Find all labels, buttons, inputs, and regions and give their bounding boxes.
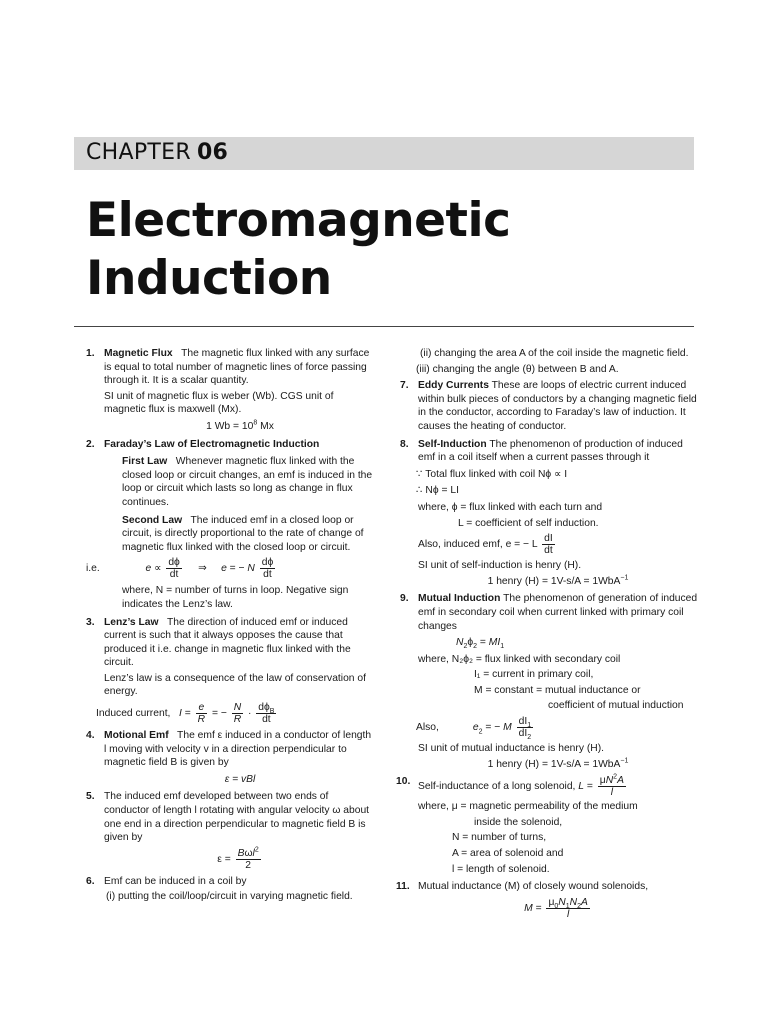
mutual-flux-equation: $N_2\phi_2 = MI_1$	[456, 637, 505, 651]
left-column	[86, 347, 376, 908]
chapter-banner	[74, 137, 694, 170]
induced-current-equation: Induced current, I = $\frac{e}{R}$ = − $\frac{N}{R}$ · $\frac{d\phi_B}{dt}$	[96, 702, 275, 726]
flux-line: ∵ Total flux linked with coil Nϕ ∝ I	[416, 468, 568, 480]
mutual-inductance-text: M = constant = mutual inductance or	[474, 684, 641, 696]
section-magnetic-flux	[86, 347, 376, 434]
primary-current-text: I₁ = current in primary coil,	[474, 669, 594, 681]
weber-equation: 1 $Wb = 10^8$ Mx	[206, 419, 274, 432]
henry-equation: 1 henry (H) = 1V-s/A = 1WbA$^{-1}$	[487, 574, 629, 587]
section-text: The magnetic flux linked with any surface is equal to total number of magnetic lines of force passing through it. It is a scalar quantity.	[104, 348, 370, 387]
second-law: Second Law The induced emf in a closed loop or circuit, is directly proportional to the rate of change of magnetic flux linked with the closed loop or circuit.	[122, 514, 364, 553]
si-unit-text: SI unit of self-induction is henry (H).	[418, 560, 582, 572]
faraday-equation: i.e. e ∝ $\frac{d\phi}{dt}$ ⇒ e = − N $\frac{d\phi}{dt}$	[86, 557, 274, 581]
section-number: 2.	[86, 438, 95, 450]
where-text: where, N₂ϕ₂ = flux linked with secondary coil	[418, 653, 621, 665]
coefficient-text: L = coefficient of self induction.	[458, 517, 599, 529]
section-number: 10.	[396, 776, 411, 788]
turns-text: N = number of turns,	[452, 832, 547, 844]
chapter-word: CHAPTER	[86, 140, 191, 165]
title-line-2: Induction	[86, 251, 332, 306]
section-number: 11.	[396, 881, 410, 893]
section-mutual-induction: 9. Mutual Induction The phenomenon of generation of induced emf in secondary coil when current linked with primary coil changes $N_2\phi_2 = MI_1$ where, N₂ϕ₂ = flux linked with secondary coil I₁ = current in primary coil, M = constant = mutual inductance or coefficient of mutual induction Also, $e_2$ = − M $\frac{dI_1}{dI_2}$ SI unit of mutual inductance is henry (H). 1 henry (H) = 1V-s/A = 1WbA$^{-1}$	[400, 593, 698, 770]
section-number: 6.	[86, 875, 95, 887]
section-text: The induced emf developed between two ends of conductor of length l rotating with angular velocity ω about one end in a direction perpendicular to magnetic field B is given by	[104, 791, 370, 844]
section-number: 9.	[400, 593, 409, 605]
si-unit-text: SI unit of magnetic flux is weber (Wb). CGS unit of magnetic flux is maxwell (Mx).	[104, 390, 334, 416]
henry-equation: 1 henry (H) = 1V-s/A = 1WbA$^{-1}$	[487, 757, 629, 770]
divider	[74, 326, 694, 327]
section-rotating-conductor	[86, 790, 376, 870]
emf-method-1: (i) putting the coil/loop/circuit in varying magnetic field.	[106, 891, 353, 903]
section-number: 8.	[400, 438, 409, 450]
mutual-coefficient-text: coefficient of mutual induction	[548, 700, 684, 712]
right-column	[396, 347, 698, 924]
section-number: 7.	[400, 380, 409, 392]
flux-equation: ∴ Nϕ = LI	[416, 485, 459, 497]
rotating-emf-equation: ε = $\frac{B\omega l^2}{2}$	[217, 846, 259, 871]
self-induced-emf-equation: Also, induced emf, e = − L $\frac{dI}{dt}$	[418, 533, 553, 557]
section-self-induction: 8. Self-Induction The phenomenon of production of induced emf in a coil itself when a current passes through it ∵ Total flux linked with coil Nϕ ∝ I ∴ Nϕ = LI where, ϕ = flux linked with each turn and L = coefficient of self induction. Also, induced emf, e = − L $\frac{dI}{dt}$ SI unit of self-induction is henry (H). 1 henry (H) = 1V-s/A = 1WbA$^{-1}$	[400, 438, 698, 589]
section-emf-methods	[86, 875, 376, 904]
where-text: where, ϕ = flux linked with each turn and	[418, 501, 603, 513]
where-text: where, μ = magnetic permeability of the medium	[418, 801, 638, 813]
section-lenz-law: 3. Lenz’s Law The direction of induced emf or induced current is such that it always opposes the cause that produced it i.e. change in magnetic flux linked with the circuit. Lenz’s law is a consequence of the law of conservation of energy. Induced current, I = $\frac{e}{R}$ = − $\frac{N}{R}$ · $\frac{d\phi_B}{dt}$	[86, 616, 376, 726]
section-text: Lenz’s law is a consequence of the law of conservation of energy.	[104, 672, 366, 698]
emf-method-2: (ii) changing the area A of the coil inside the magnetic field.	[420, 348, 689, 359]
where-text: where, N = number of turns in loop. Negative sign indicates the Lenz’s law.	[122, 585, 349, 610]
chapter-number: 06	[196, 140, 229, 165]
section-mutual-solenoids	[396, 880, 698, 920]
section-heading: Magnetic Flux	[104, 348, 173, 359]
si-unit-text: SI unit of mutual inductance is henry (H).	[418, 743, 605, 755]
section-number: 5.	[86, 791, 95, 803]
section-faraday-law	[86, 438, 376, 612]
section-number: 4.	[86, 730, 95, 742]
page-title	[86, 192, 686, 308]
mutual-emf-equation: Also, $e_2$ = − M $\frac{dI_1}{dI_2}$	[416, 716, 532, 742]
motional-emf-equation: ε = vBl	[224, 773, 256, 785]
mutual-solenoid-equation: M = $\frac{\mu_0N_1N_2A}{l}$	[524, 896, 588, 920]
length-text: l = length of solenoid.	[452, 863, 550, 875]
section-solenoid-inductance: 10. Self-inductance of a long solenoid, L = $\frac{\mu N^2A}{l}$ where, μ = magnetic permeability of the medium inside the solenoid, N = number of turns, A = area of solenoid and l = length of solenoid.	[396, 775, 698, 876]
first-law: First Law Whenever magnetic flux linked with the closed loop or circuit changes, an emf is induced in the loop or circuit which lasts so long as change in flux continues.	[122, 456, 373, 508]
area-text: A = area of solenoid and	[452, 848, 564, 860]
section-text: Mutual inductance (M) of closely wound solenoids,	[418, 881, 649, 893]
medium-text: inside the solenoid,	[474, 816, 563, 828]
section-number: 3.	[86, 616, 95, 628]
section-number: 1.	[86, 348, 95, 359]
section-motional-emf: 4. Motional Emf The emf ε induced in a conductor of length l moving with velocity v in a direction perpendicular to magnetic field B is given by ε = vBl	[86, 729, 376, 786]
section-eddy-currents: 7. Eddy Currents These are loops of electric current induced within bulk pieces of conductors by a changing magnetic field in the conductor, according to Faraday’s law of induction. It causes the heating of conductor.	[400, 380, 697, 432]
section-text: Emf can be induced in a coil by	[104, 875, 247, 887]
chapter-label	[86, 140, 228, 165]
section-heading: Faraday’s Law of Electromagnetic Induction	[104, 438, 320, 450]
emf-method-3: (iii) changing the angle (θ) between B and A.	[416, 363, 619, 375]
title-line-1: Electromagnetic	[86, 193, 511, 248]
